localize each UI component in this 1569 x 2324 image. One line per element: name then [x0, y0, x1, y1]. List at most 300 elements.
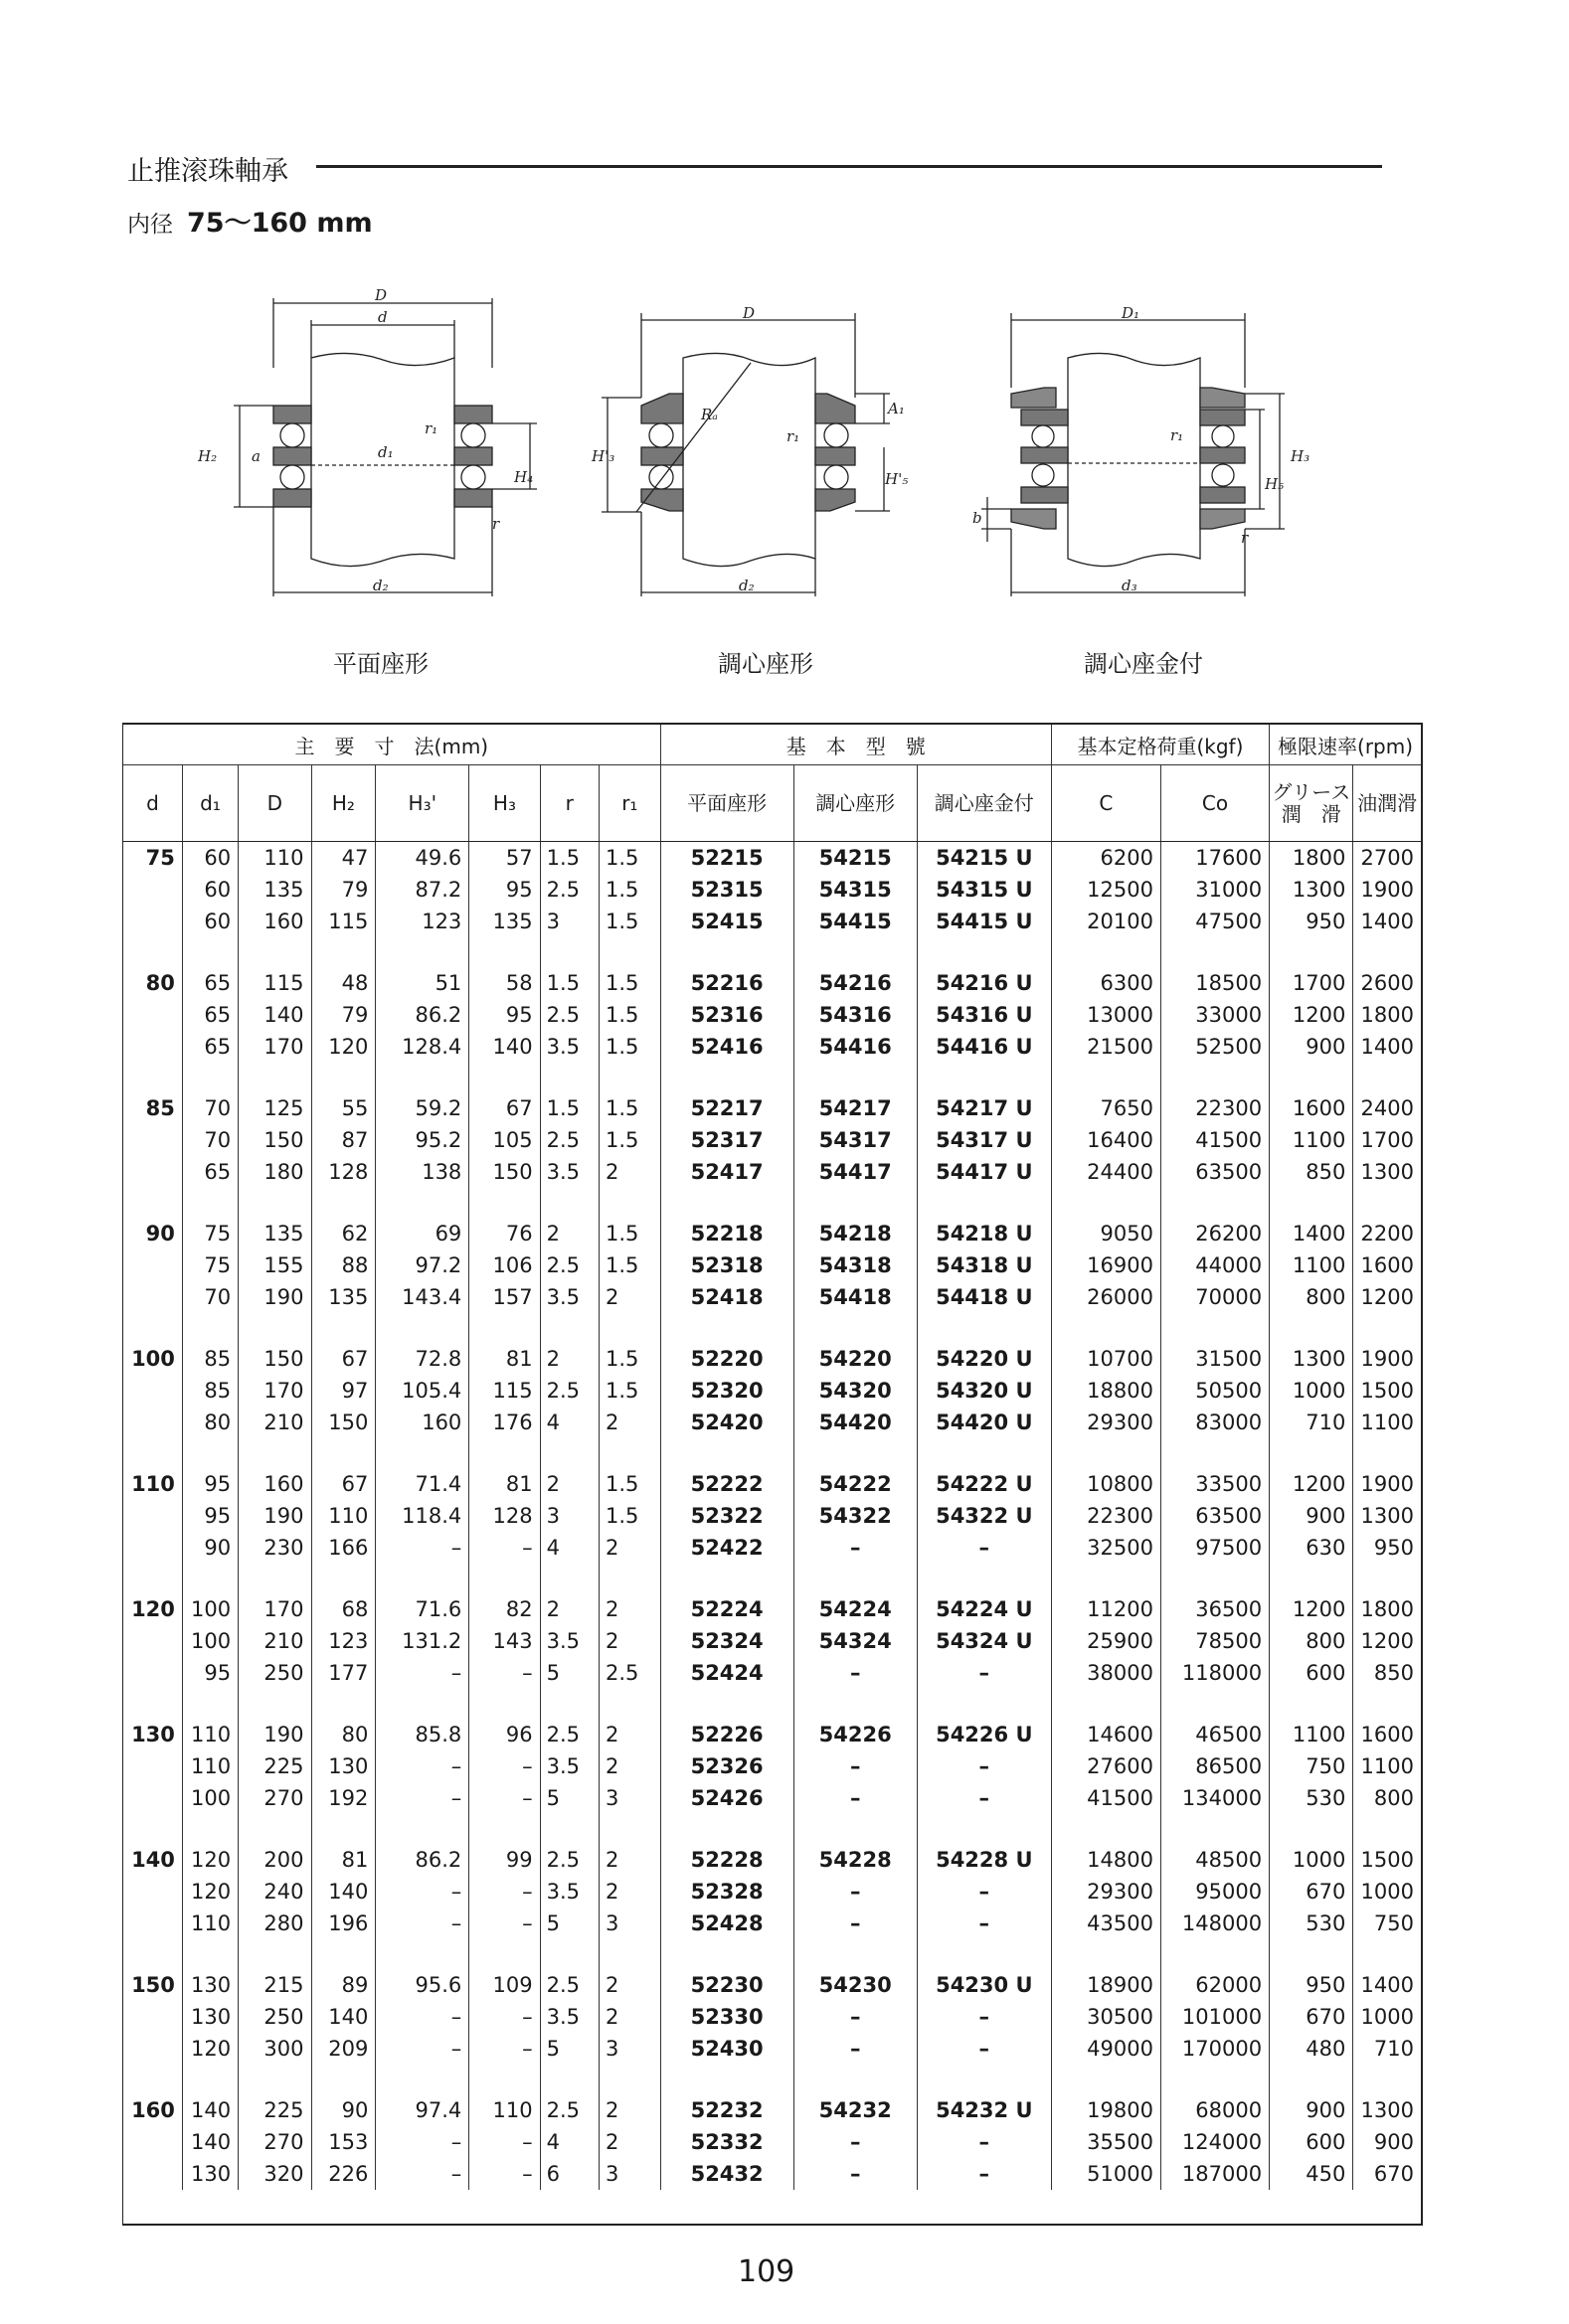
table-cell: 52224	[660, 1593, 793, 1625]
label-Ra: Rₐ	[701, 406, 718, 423]
table-cell: 52422	[660, 1532, 793, 1564]
table-cell: 140	[311, 1876, 376, 1908]
table-cell: 225	[239, 2094, 311, 2126]
table-cell: 2	[599, 1969, 660, 2001]
table-cell: –	[917, 2001, 1051, 2033]
table-cell: 2.5	[540, 874, 599, 906]
bore-d: 110	[123, 1468, 182, 1500]
table-cell: 54420	[793, 1407, 917, 1438]
table-cell: 850	[1373, 1661, 1414, 1685]
table-cell: 31500	[1160, 1343, 1269, 1375]
table-cell: –	[469, 1750, 540, 1782]
label-H3-prime: H'₃	[592, 447, 615, 465]
table-cell: 120	[182, 1876, 238, 1908]
table-cell: 1.5	[599, 1343, 660, 1375]
table-cell: 209	[311, 2033, 376, 2065]
table-cell: 46500	[1160, 1719, 1269, 1750]
table-cell: 60	[182, 874, 238, 906]
label-r: r	[1241, 529, 1249, 547]
table-cell: 52220	[660, 1343, 793, 1375]
table-row	[123, 2158, 1421, 2190]
table-cell: 54416	[793, 1031, 917, 1063]
table-cell: 19800	[1051, 2094, 1160, 2126]
table-cell: 52316	[660, 999, 793, 1031]
table-cell: 160	[376, 1407, 469, 1438]
table-cell: 86500	[1160, 1750, 1269, 1782]
table-cell: –	[793, 2126, 917, 2158]
table-cell: –	[376, 2033, 469, 2065]
table-cell: 1.5	[599, 874, 660, 906]
table-cell: 52226	[660, 1719, 793, 1750]
table-cell: 54324 U	[917, 1625, 1051, 1657]
table-cell: 54215	[793, 842, 917, 875]
table-cell: 118000	[1160, 1657, 1269, 1689]
bore-d: 160	[123, 2094, 182, 2126]
table-cell: 88	[311, 1249, 376, 1281]
table-cell: 1100	[1270, 1124, 1353, 1156]
table-cell: 11200	[1051, 1593, 1160, 1625]
header-load: 基本定格荷重(kgf)	[1051, 725, 1269, 765]
table-cell: 190	[239, 1281, 311, 1313]
table-cell: 150	[239, 1343, 311, 1375]
table-cell: 150	[469, 1156, 540, 1188]
table-cell: 85.8	[376, 1719, 469, 1750]
table-cell: 95	[469, 999, 540, 1031]
table-cell: 5	[540, 1782, 599, 1814]
table-cell: 89	[311, 1969, 376, 2001]
table-cell: 2.5	[540, 1249, 599, 1281]
table-cell: –	[793, 2033, 917, 2065]
table-cell: 270	[239, 1782, 311, 1814]
table-cell: 2.5	[540, 999, 599, 1031]
table-cell: 71.6	[376, 1593, 469, 1625]
group-spacer	[123, 1188, 1421, 1218]
table-cell: –	[793, 1782, 917, 1814]
table-cell: 52418	[660, 1281, 793, 1313]
table-cell: 710	[1270, 1407, 1353, 1438]
column-header: H₃	[469, 765, 540, 842]
table-cell: –	[793, 2158, 917, 2190]
column-header: r₁	[599, 765, 660, 842]
table-cell: 2600	[1360, 971, 1414, 995]
table-cell: 52424	[660, 1657, 793, 1689]
table-cell: 750	[1373, 1911, 1414, 1935]
bore-d	[123, 999, 182, 1031]
table-cell: 1900	[1360, 1347, 1414, 1371]
table-cell: 1.5	[599, 1468, 660, 1500]
table-cell: 1.5	[540, 967, 599, 999]
table-cell: 153	[311, 2126, 376, 2158]
table-cell: 1400	[1360, 1973, 1414, 1997]
table-cell: –	[917, 1876, 1051, 1908]
table-cell: 900	[1270, 1500, 1353, 1532]
table-cell: 70	[182, 1092, 238, 1124]
table-cell: 1300	[1360, 1504, 1414, 1528]
table-cell: –	[376, 1782, 469, 1814]
label-H5: H₅	[1265, 475, 1285, 493]
table-cell: 1.5	[599, 1092, 660, 1124]
table-cell: 85	[182, 1375, 238, 1407]
table-cell: 1700	[1360, 1128, 1414, 1152]
table-cell: 52218	[660, 1218, 793, 1249]
table-cell: 2.5	[540, 1969, 599, 2001]
table-cell: 196	[311, 1908, 376, 1939]
table-cell: 54230 U	[917, 1969, 1051, 2001]
bore-d	[123, 1908, 182, 1939]
table-cell: 1800	[1360, 1597, 1414, 1621]
table-cell: 800	[1270, 1625, 1353, 1657]
table-cell: 2.5	[540, 1375, 599, 1407]
table-cell: 2	[599, 1407, 660, 1438]
table-cell: 6	[540, 2158, 599, 2190]
table-cell: 97	[311, 1375, 376, 1407]
table-cell: 54220	[793, 1343, 917, 1375]
table-cell: 27600	[1051, 1750, 1160, 1782]
table-cell: 120	[182, 2033, 238, 2065]
bore-d	[123, 1124, 182, 1156]
table-cell: 2	[599, 1625, 660, 1657]
table-cell: 950	[1270, 906, 1353, 937]
table-cell: 900	[1373, 2130, 1414, 2154]
table-cell: 670	[1270, 2001, 1353, 2033]
table-cell: 226	[311, 2158, 376, 2190]
table-row	[123, 874, 1421, 906]
table-cell: 65	[182, 999, 238, 1031]
table-cell: 97.4	[376, 2094, 469, 2126]
table-cell: –	[376, 1532, 469, 1564]
table-cell: 13000	[1051, 999, 1160, 1031]
table-cell: –	[376, 2158, 469, 2190]
table-cell: 33500	[1160, 1468, 1269, 1500]
table-cell: 115	[239, 967, 311, 999]
table-cell: 123	[376, 906, 469, 937]
label-r1: r₁	[1170, 426, 1184, 444]
table-row	[123, 1625, 1421, 1657]
table-cell: 110	[239, 842, 311, 875]
table-cell: 1200	[1270, 999, 1353, 1031]
table-row	[123, 1375, 1421, 1407]
header-subtitle	[127, 201, 373, 240]
table-cell: 600	[1270, 2126, 1353, 2158]
table-cell: 95	[182, 1500, 238, 1532]
table-cell: 2	[599, 2094, 660, 2126]
table-cell: 54224	[793, 1593, 917, 1625]
table-cell: 143.4	[376, 1281, 469, 1313]
table-cell: 2.5	[540, 1124, 599, 1156]
column-header: H₃'	[376, 765, 469, 842]
table-cell: 72.8	[376, 1343, 469, 1375]
table-cell: 20100	[1051, 906, 1160, 937]
table-cell: 5	[540, 2033, 599, 2065]
table-cell: –	[469, 2033, 540, 2065]
table-cell: 225	[239, 1750, 311, 1782]
label-r1: r₁	[786, 427, 800, 445]
bore-d	[123, 906, 182, 937]
table-cell: 52432	[660, 2158, 793, 2190]
table-cell: 1000	[1360, 1880, 1414, 1904]
column-header: r	[540, 765, 599, 842]
table-cell: 2	[540, 1343, 599, 1375]
table-cell: 79	[311, 999, 376, 1031]
table-cell: 105	[469, 1124, 540, 1156]
table-row	[123, 1249, 1421, 1281]
table-cell: 1300	[1360, 2098, 1414, 2122]
table-cell: 670	[1270, 1876, 1353, 1908]
column-header: 油潤滑	[1353, 765, 1421, 842]
table-cell: 1600	[1360, 1723, 1414, 1746]
table-cell: 1700	[1270, 967, 1353, 999]
table-cell: 250	[239, 1657, 311, 1689]
table-cell: –	[917, 2126, 1051, 2158]
table-cell: 97.2	[376, 1249, 469, 1281]
table-cell: 52215	[660, 842, 793, 875]
table-cell: 59.2	[376, 1092, 469, 1124]
table-cell: 1.5	[599, 1500, 660, 1532]
table-row	[123, 906, 1421, 937]
table-cell: 54226	[793, 1719, 917, 1750]
table-cell: 1600	[1270, 1092, 1353, 1124]
table-cell: 54232	[793, 2094, 917, 2126]
table-cell: 100	[182, 1782, 238, 1814]
table-cell: 52230	[660, 1969, 793, 2001]
table-cell: 1.5	[599, 967, 660, 999]
bore-d	[123, 1249, 182, 1281]
table-cell: 950	[1373, 1536, 1414, 1560]
table-cell: 81	[311, 1844, 376, 1876]
column-header: 平面座形	[660, 765, 793, 842]
table-cell: 1800	[1270, 842, 1353, 875]
table-cell: 138	[376, 1156, 469, 1188]
table-cell: –	[376, 2126, 469, 2158]
table-cell: 670	[1373, 2162, 1414, 2186]
table-cell: 140	[182, 2094, 238, 2126]
column-header: D	[239, 765, 311, 842]
table-cell: 710	[1373, 2037, 1414, 2061]
table-cell: 52417	[660, 1156, 793, 1188]
table-cell: 70	[182, 1124, 238, 1156]
label-r: r	[492, 515, 500, 533]
table-cell: 3.5	[540, 1750, 599, 1782]
table-cell: 52216	[660, 967, 793, 999]
table-cell: 54417 U	[917, 1156, 1051, 1188]
table-row	[123, 2001, 1421, 2033]
table-cell: 230	[239, 1532, 311, 1564]
label-d1: d₁	[378, 443, 394, 461]
table-cell: 95	[469, 874, 540, 906]
table-cell: 2	[599, 1844, 660, 1876]
table-cell: 300	[239, 2033, 311, 2065]
table-cell: 140	[311, 2001, 376, 2033]
column-header: Co	[1160, 765, 1269, 842]
table-cell: 55	[311, 1092, 376, 1124]
table-cell: 450	[1270, 2158, 1353, 2190]
table-cell: 120	[182, 1844, 238, 1876]
table-cell: 100	[182, 1593, 238, 1625]
table-cell: 54318 U	[917, 1249, 1051, 1281]
label-a: a	[252, 447, 261, 465]
table-row	[123, 1719, 1421, 1750]
table-cell: –	[469, 2126, 540, 2158]
table-cell: 52322	[660, 1500, 793, 1532]
table-row	[123, 1657, 1421, 1689]
table-cell: 3	[540, 1500, 599, 1532]
table-cell: 7650	[1051, 1092, 1160, 1124]
table-cell: 215	[239, 1969, 311, 2001]
bore-d: 140	[123, 1844, 182, 1876]
table-cell: 63500	[1160, 1500, 1269, 1532]
table-cell: –	[917, 1532, 1051, 1564]
table-cell: 29300	[1051, 1407, 1160, 1438]
table-cell: 48500	[1160, 1844, 1269, 1876]
table-cell: 170	[239, 1031, 311, 1063]
table-cell: 160	[239, 1468, 311, 1500]
table-row	[123, 1532, 1421, 1564]
table-cell: 190	[239, 1500, 311, 1532]
table-cell: 10800	[1051, 1468, 1160, 1500]
table-cell: –	[469, 1532, 540, 1564]
table-cell: 52416	[660, 1031, 793, 1063]
table-cell: 2	[599, 1593, 660, 1625]
table-cell: 900	[1270, 2094, 1353, 2126]
bore-d	[123, 1657, 182, 1689]
table-cell: 67	[311, 1343, 376, 1375]
table-cell: 31000	[1160, 874, 1269, 906]
table-cell: 14600	[1051, 1719, 1160, 1750]
table-cell: –	[376, 1657, 469, 1689]
group-spacer	[123, 1939, 1421, 1969]
table-cell: 1200	[1270, 1468, 1353, 1500]
table-cell: 52330	[660, 2001, 793, 2033]
table-cell: 54318	[793, 1249, 917, 1281]
table-cell: 131.2	[376, 1625, 469, 1657]
table-cell: 3.5	[540, 1156, 599, 1188]
table-cell: 81	[469, 1343, 540, 1375]
table-row	[123, 1876, 1421, 1908]
table-cell: 41500	[1160, 1124, 1269, 1156]
table-cell: 78500	[1160, 1625, 1269, 1657]
table-cell: 250	[239, 2001, 311, 2033]
bore-d: 150	[123, 1969, 182, 2001]
header-title: 止推滚珠軸承	[127, 156, 288, 187]
group-spacer	[123, 2065, 1421, 2094]
table-cell: 80	[182, 1407, 238, 1438]
table-cell: 157	[469, 1281, 540, 1313]
column-header: d	[123, 765, 182, 842]
diagram-flat-seat	[194, 286, 552, 610]
table-cell: 54226 U	[917, 1719, 1051, 1750]
table-cell: 49000	[1051, 2033, 1160, 2065]
table-cell: 170	[239, 1593, 311, 1625]
bore-d: 80	[123, 967, 182, 999]
table-row	[123, 967, 1421, 999]
table-cell: 33000	[1160, 999, 1269, 1031]
table-cell: 180	[239, 1156, 311, 1188]
table-cell: 120	[311, 1031, 376, 1063]
table-cell: 18500	[1160, 967, 1269, 999]
group-spacer	[123, 1438, 1421, 1468]
table-cell: –	[469, 1657, 540, 1689]
table-cell: 280	[239, 1908, 311, 1939]
table-row	[123, 1908, 1421, 1939]
bore-d	[123, 2033, 182, 2065]
table-row	[123, 1500, 1421, 1532]
table-cell: 2	[599, 2126, 660, 2158]
table-cell: 52332	[660, 2126, 793, 2158]
table-cell: 65	[182, 1156, 238, 1188]
table-cell: 1300	[1360, 1160, 1414, 1184]
table-cell: 150	[311, 1407, 376, 1438]
label-D: D	[743, 304, 756, 322]
table-cell: 143	[469, 1625, 540, 1657]
table-cell: 101000	[1160, 2001, 1269, 2033]
table-cell: 1300	[1270, 1343, 1353, 1375]
table-row	[123, 2126, 1421, 2158]
table-cell: 95	[182, 1657, 238, 1689]
header-speed: 極限速率(rpm)	[1270, 725, 1421, 765]
table-cell: 90	[311, 2094, 376, 2126]
table-cell: 176	[469, 1407, 540, 1438]
caption-self-aligning: 調心座形	[718, 650, 813, 678]
table-cell: 41500	[1051, 1782, 1160, 1814]
table-cell: 2200	[1360, 1222, 1414, 1245]
table-cell: 51000	[1051, 2158, 1160, 2190]
group-spacer	[123, 1689, 1421, 1719]
table-cell: –	[917, 1782, 1051, 1814]
table-cell: 1400	[1360, 1035, 1414, 1059]
column-header: C	[1051, 765, 1160, 842]
table-cell: 155	[239, 1249, 311, 1281]
bore-d	[123, 1625, 182, 1657]
table-cell: 3.5	[540, 1031, 599, 1063]
bore-d	[123, 2126, 182, 2158]
table-cell: 54418	[793, 1281, 917, 1313]
table-cell: 3.5	[540, 2001, 599, 2033]
table-cell: 54216	[793, 967, 917, 999]
table-row	[123, 2094, 1421, 2126]
table-cell: 2	[599, 1719, 660, 1750]
label-b: b	[972, 509, 982, 527]
table-cell: 1200	[1360, 1629, 1414, 1653]
table-cell: 110	[311, 1500, 376, 1532]
table-cell: 600	[1270, 1657, 1353, 1689]
table-cell: 17600	[1160, 842, 1269, 875]
table-cell: 54222	[793, 1468, 917, 1500]
bore-label: 内径	[127, 212, 173, 238]
table-cell: 95.2	[376, 1124, 469, 1156]
bore-d	[123, 1500, 182, 1532]
table-cell: 70000	[1160, 1281, 1269, 1313]
bore-d	[123, 1031, 182, 1063]
table-cell: 1.5	[540, 1092, 599, 1124]
table-cell: 43500	[1051, 1908, 1160, 1939]
table-cell: 3	[599, 2158, 660, 2190]
table-cell: 5	[540, 1908, 599, 1939]
table-cell: 22300	[1051, 1500, 1160, 1532]
table-cell: 135	[239, 1218, 311, 1249]
table-cell: 86.2	[376, 1844, 469, 1876]
table-cell: 32500	[1051, 1532, 1160, 1564]
bore-d: 90	[123, 1218, 182, 1249]
table-cell: 82	[469, 1593, 540, 1625]
table-cell: 54316	[793, 999, 917, 1031]
table-cell: 1800	[1360, 1003, 1414, 1027]
table-cell: 210	[239, 1407, 311, 1438]
label-d: d	[378, 308, 388, 326]
table-cell: –	[376, 1876, 469, 1908]
table-cell: 270	[239, 2126, 311, 2158]
table-cell: 24400	[1051, 1156, 1160, 1188]
table-cell: 1500	[1360, 1848, 1414, 1872]
